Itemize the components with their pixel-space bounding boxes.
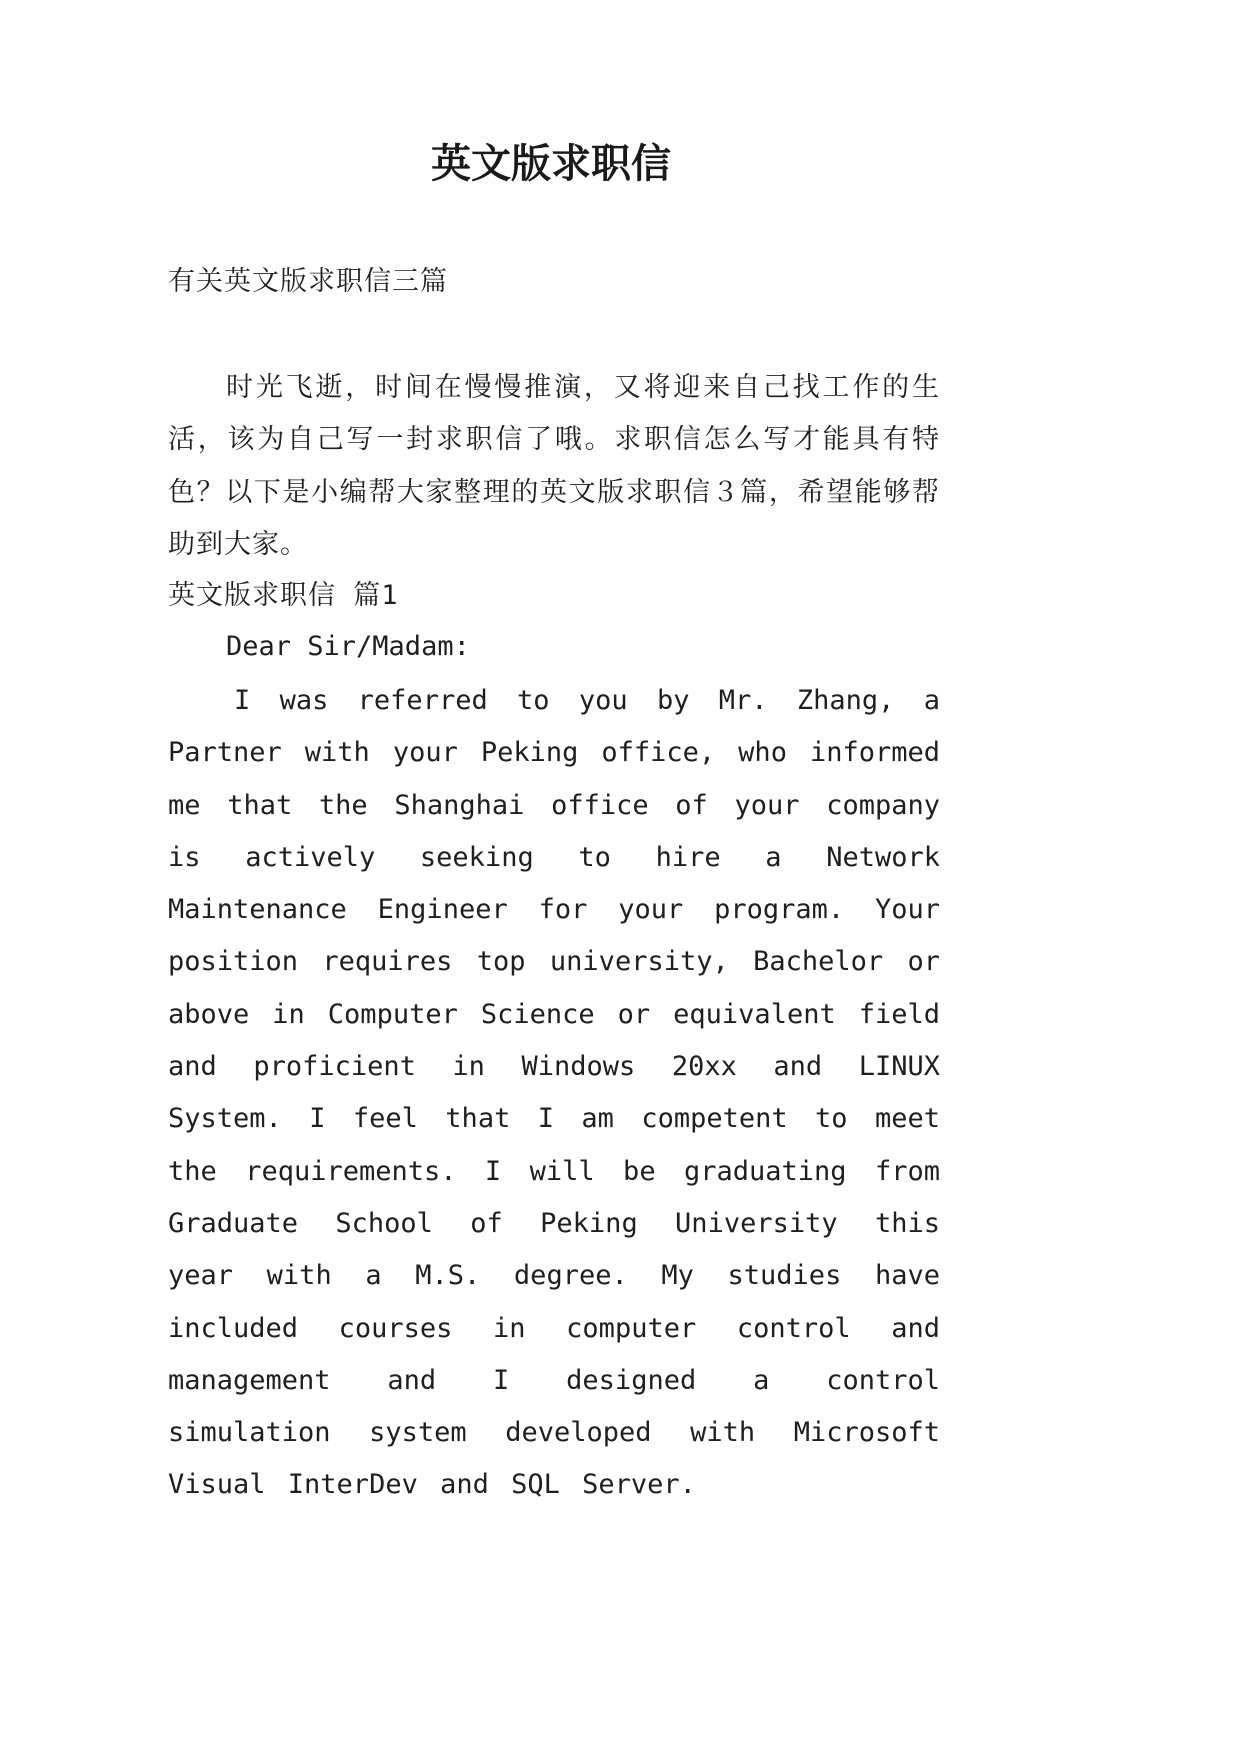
document-subtitle: 有关英文版求职信三篇 [168, 266, 448, 297]
letter-paragraph: I was referred to you by Mr. Zhang, a Partner with your Peking office, who informed me that the Shanghai office of your company is actively seeking to hire a Network Maintenance Engineer for your program. Your position requires top university, Bachelor or above in Computer Science or equivalent field and proficient in Windows 20xx and LINUX System. I feel that I am competent to meet the requirements. I will be graduating from Graduate School of Peking University this year with a M.S. degree. My studies have included courses in computer control and management and I designed a control simulation system developed with Microsoft Visual InterDev and SQL Server. [168, 685, 940, 1501]
intro-paragraph: 时光飞逝，时间在慢慢推演，又将迎来自己找工作的生活，该为自己写一封求职信了哦。求职信怎么写才能具有特色？以下是小编帮大家整理的英文版求职信３篇，希望能够帮助到大家。 [168, 372, 940, 560]
letter-salutation: Dear Sir/Madam: [226, 631, 470, 662]
section-heading: 英文版求职信 篇1 [168, 580, 399, 611]
document-title: 英文版求职信 [431, 140, 671, 187]
